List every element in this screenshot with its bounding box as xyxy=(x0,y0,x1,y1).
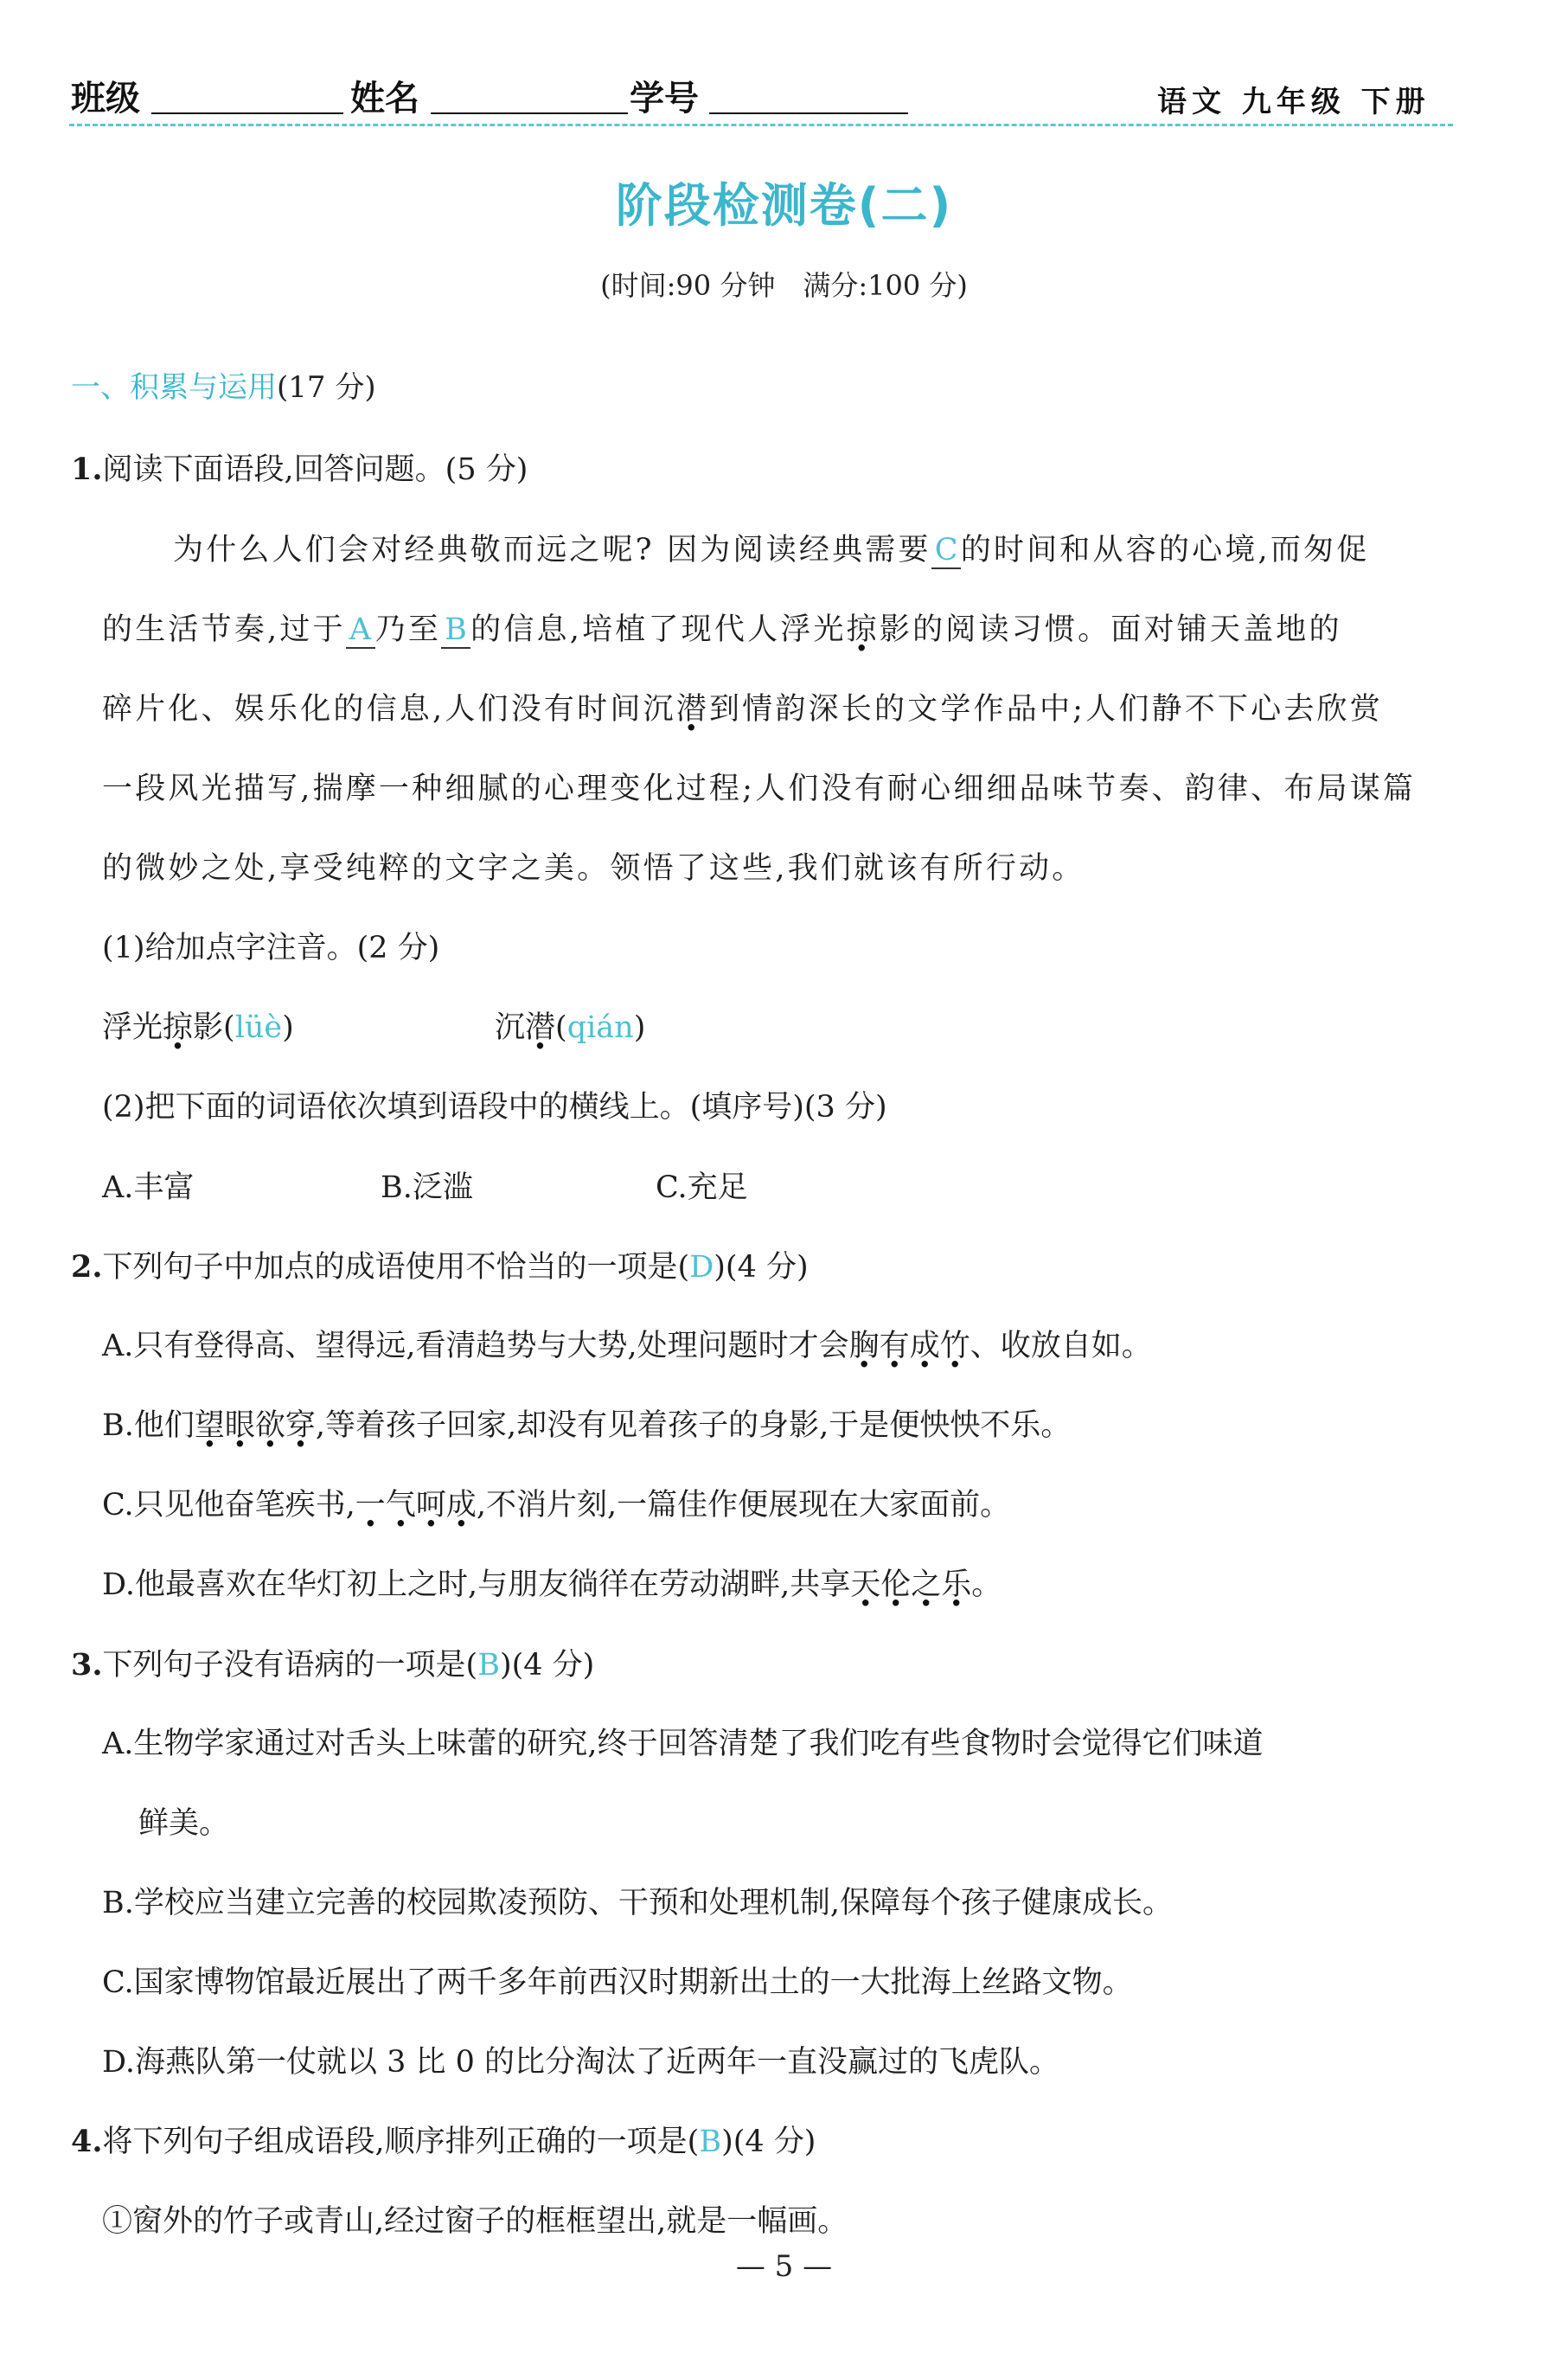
idiom-text xyxy=(849,1329,970,1363)
emphasis-char: 掠 xyxy=(163,1010,194,1045)
subject-info: 语文 九年级 下册 xyxy=(1157,85,1430,119)
idiom-char: 乐 xyxy=(941,1567,972,1602)
header-divider xyxy=(69,124,1453,126)
question-number: 2. xyxy=(71,1249,103,1285)
word-text: 影( xyxy=(193,1010,235,1045)
section-name: 一、积累与运用 xyxy=(71,370,277,405)
option-2a[interactable] xyxy=(102,1322,1152,1365)
name-blank[interactable] xyxy=(431,112,628,114)
word-option-b: B.泛滥 xyxy=(381,1170,473,1205)
question-text: 下列句子中加点的成语使用不恰当的一项是( xyxy=(102,1250,690,1285)
passage-text: 乃至 xyxy=(374,612,442,647)
idiom-char: 眼 xyxy=(224,1408,255,1443)
pinyin-answer-1[interactable]: lüè xyxy=(234,1010,283,1045)
name-label: 姓名 xyxy=(350,79,419,119)
question-2-stem xyxy=(71,1243,809,1286)
option-text: ,等着孩子回家,却没有见着孩子的身影,于是便怏怏不乐。 xyxy=(315,1408,1072,1443)
student-id-blank[interactable] xyxy=(709,112,908,114)
idiom-char: 之 xyxy=(911,1567,942,1602)
idiom-char: 伦 xyxy=(880,1567,912,1602)
idiom-char: 欲 xyxy=(254,1408,285,1443)
question-4-stem xyxy=(71,2118,816,2161)
passage-line-2 xyxy=(102,606,1342,649)
passage-line-1 xyxy=(173,526,1369,569)
question-number: 4. xyxy=(71,2124,103,2159)
blank-2[interactable]: A xyxy=(346,612,375,649)
passage-text: 的时间和从容的心境,而匆促 xyxy=(960,533,1370,567)
idiom-char: 竹 xyxy=(939,1329,970,1363)
idiom-char: 成 xyxy=(445,1488,477,1523)
idiom-char: 呵 xyxy=(415,1488,446,1523)
idiom-char: 穿 xyxy=(285,1408,316,1443)
word-option-c: C.充足 xyxy=(656,1170,748,1205)
question-number: 3. xyxy=(71,1647,103,1683)
blank-3[interactable]: B xyxy=(441,612,470,649)
passage-text: 到情韵深长的文学作品中;人们静不下心去欣赏 xyxy=(708,692,1383,727)
idiom-char: 成 xyxy=(909,1329,940,1363)
passage-text: 影的阅读习惯。面对铺天盖地的 xyxy=(879,612,1342,647)
question-text: 下列句子没有语病的一项是( xyxy=(102,1648,478,1683)
question-1-stem xyxy=(71,446,528,489)
question-text: )(4 分) xyxy=(499,1648,595,1683)
idiom xyxy=(849,1329,970,1363)
section-heading xyxy=(71,363,376,406)
idiom-char: 气 xyxy=(385,1488,416,1523)
pinyin-item-1 xyxy=(102,1003,294,1047)
question-text: )(4 分) xyxy=(714,1250,809,1285)
idiom-text xyxy=(195,1408,316,1443)
option-text: ,不消片刻,一篇佳作便展现在大家面前。 xyxy=(476,1488,1011,1523)
word-text: ( xyxy=(555,1010,567,1045)
option-3c[interactable]: C.国家博物馆最近展出了两千多年前西汉时期新出土的一大批海上丝路文物。 xyxy=(102,1965,1133,2000)
answer-q3[interactable]: B xyxy=(477,1648,500,1683)
sub-question-1: (1)给加点字注音。(2 分) xyxy=(102,931,440,965)
sentence-1: ①窗外的竹子或青山,经过窗子的框框望出,就是一幅画。 xyxy=(102,2204,848,2239)
option-text: A.只有登得高、望得远,看清趋势与大势,处理问题时才会 xyxy=(102,1329,849,1363)
word-text: ) xyxy=(282,1010,294,1045)
idiom-text xyxy=(355,1488,477,1523)
question-number: 1. xyxy=(71,452,103,487)
sub-question-2: (2)把下面的词语依次填到语段中的横线上。(填序号)(3 分) xyxy=(102,1090,887,1125)
option-3a-line1[interactable]: A.生物学家通过对舌头上味蕾的研究,终于回答清楚了我们吃有些食物时会觉得它们味道 xyxy=(102,1727,1264,1761)
question-3-stem xyxy=(71,1641,594,1684)
option-text: 。 xyxy=(971,1567,1002,1602)
passage-line-3 xyxy=(102,685,1383,728)
option-3b[interactable]: B.学校应当建立完善的校园欺凌预防、干预和处理机制,保障每个孩子健康成长。 xyxy=(102,1886,1173,1920)
question-text: 阅读下面语段,回答问题。(5 分) xyxy=(102,452,528,487)
emphasis-char: 掠 xyxy=(846,612,880,647)
option-2d[interactable] xyxy=(102,1561,1002,1604)
student-id-label: 学号 xyxy=(630,79,699,119)
option-text: C.只见他奋笔疾书, xyxy=(102,1488,355,1523)
option-3d[interactable]: D.海燕队第一仗就以 3 比 0 的比分淘汰了近两年一直没赢过的飞虎队。 xyxy=(102,2045,1059,2080)
blank-1[interactable]: C xyxy=(931,533,961,569)
passage-line-4: 一段风光描写,揣摩一种细腻的心理变化过程;人们没有耐心细细品味节奏、韵律、布局谋篇 xyxy=(102,772,1417,806)
exam-subtitle: (时间:90 分钟 满分:100 分) xyxy=(600,269,968,302)
word-text: ) xyxy=(633,1010,646,1045)
option-text: 、收放自如。 xyxy=(970,1329,1152,1363)
idiom-char: 一 xyxy=(355,1488,386,1523)
word-option-a: A.丰富 xyxy=(102,1170,195,1205)
passage-text: 的生活节奏,过于 xyxy=(102,612,346,647)
class-blank[interactable] xyxy=(151,112,343,114)
passage-text: 碎片化、娱乐化的信息,人们没有时间沉 xyxy=(102,692,676,727)
word-text: 沉 xyxy=(495,1010,526,1045)
passage-text: 的信息,培植了现代人浮光 xyxy=(470,612,847,647)
idiom-char: 天 xyxy=(850,1567,881,1602)
exam-title: 阶段检测卷(二) xyxy=(615,178,953,233)
class-label: 班级 xyxy=(71,79,140,119)
option-2b[interactable] xyxy=(102,1401,1071,1445)
idiom-char: 望 xyxy=(194,1408,225,1443)
passage-text: 为什么人们会对经典敬而远之呢? 因为阅读经典需要 xyxy=(173,533,931,567)
option-2c[interactable] xyxy=(102,1481,1010,1524)
section-points: (17 分) xyxy=(277,370,376,405)
option-3a-line2[interactable]: 鲜美。 xyxy=(138,1806,230,1841)
word-text: 浮光 xyxy=(102,1010,163,1045)
idiom-char: 有 xyxy=(879,1329,910,1363)
pinyin-answer-2[interactable]: qián xyxy=(566,1010,634,1045)
answer-q2[interactable]: D xyxy=(689,1250,714,1285)
emphasis-char: 潜 xyxy=(675,692,709,727)
idiom-text xyxy=(850,1567,971,1602)
option-text: D.他最喜欢在华灯初上之时,与朋友徜徉在劳动湖畔,共享 xyxy=(102,1567,851,1602)
emphasis-char: 潜 xyxy=(525,1010,556,1045)
answer-q4[interactable]: B xyxy=(699,2125,722,2159)
question-text: 将下列句子组成语段,顺序排列正确的一项是( xyxy=(102,2125,700,2159)
pinyin-item-2 xyxy=(495,1003,645,1047)
page-number: — 5 — xyxy=(735,2249,833,2284)
passage-line-5: 的微妙之处,享受纯粹的文字之美。领悟了这些,我们就该有所行动。 xyxy=(102,851,1085,886)
question-text: )(4 分) xyxy=(721,2125,816,2159)
option-text: B.他们 xyxy=(102,1408,195,1443)
idiom-char: 胸 xyxy=(848,1329,880,1363)
